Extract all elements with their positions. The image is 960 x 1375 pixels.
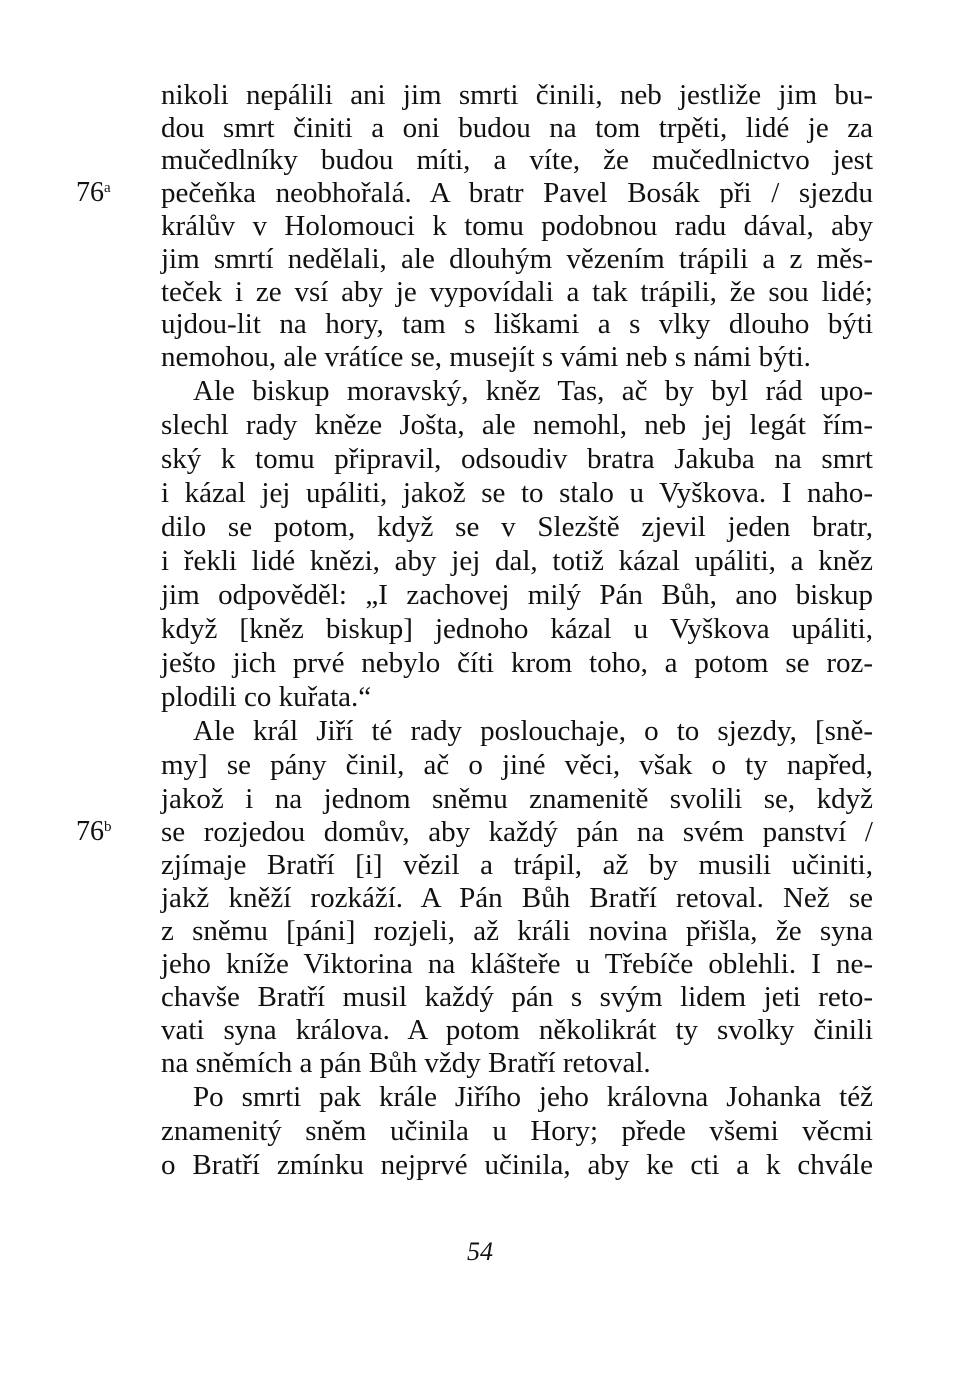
- text-line: se rozjedou domův, aby každý pán na svém panství /: [161, 816, 873, 848]
- text-line: my] se pány činil, ač o jiné věci, však o ty napřed,: [161, 749, 873, 781]
- text-line: jeho kníže Viktorina na klášteře u Třebíče oblehli. I ne-: [161, 948, 873, 980]
- margin-note-76b: 76$^b$: [76, 816, 112, 847]
- text-line: dilo se potom, když se v Slezště zjevil jeden bratr,: [161, 511, 873, 543]
- text-line: slechl rady kněze Jošta, ale nemohl, neb jej legát řím-: [161, 409, 873, 441]
- text-line: mučedlníky budou míti, a víte, že mučedlnictvo jest: [161, 144, 873, 176]
- text-line: znamenitý sněm učinila u Hory; přede všemi věcmi: [161, 1115, 873, 1147]
- text-line: králův v Holomouci k tomu podobnou radu dával, aby: [161, 210, 873, 242]
- text-line: i řekli lidé knězi, aby jej dal, totiž kázal upáliti, a kněz: [161, 545, 873, 577]
- text-line: na sněmích a pán Bůh vždy Bratří retoval.: [161, 1047, 651, 1079]
- text-line: jakož i na jednom sněmu znamenitě svolili se, když: [161, 783, 873, 815]
- text-line: jim odpověděl: „I zachovej milý Pán Bůh, ano biskup: [161, 579, 873, 611]
- text-line: o Bratří zmínku nejprvé učinila, aby ke cti a k chvále: [161, 1149, 873, 1181]
- paragraph-first-line: Ale král Jiří té rady poslouchaje, o to sjezdy, [sně-: [193, 715, 873, 747]
- text-line: ješto jich prvé nebylo číti krom toho, a potom se roz-: [161, 647, 873, 679]
- text-line: pečeňka neobhořalá. A bratr Pavel Bosák při / sjezdu: [161, 177, 873, 209]
- text-line: zjímaje Bratří [i] vězil a trápil, až by musili učiniti,: [161, 849, 873, 881]
- paragraph-first-line: Ale biskup moravský, kněz Tas, ač by byl rád upo-: [193, 375, 873, 407]
- text-line: plodili co kuřata.“: [161, 681, 372, 713]
- text-line: teček i ze vsí aby je vypovídali a tak trápili, že sou lidé;: [161, 276, 873, 308]
- text-line: když [kněz biskup] jednoho kázal u Vyškova upáliti,: [161, 613, 873, 645]
- text-line: dou smrt činiti a oni budou na tom trpěti, lidé je za: [161, 112, 873, 144]
- text-line: nemohou, ale vrátíce se, musejít s vámi neb s námi býti.: [161, 341, 811, 373]
- text-line: z sněmu [páni] rozjeli, až králi novina přišla, že syna: [161, 915, 873, 947]
- text-line: jim smrtí nedělali, ale dlouhým vězením trápili a z měs-: [161, 243, 873, 275]
- paragraph-first-line: Po smrti pak krále Jiřího jeho královna Johanka též: [193, 1081, 873, 1113]
- text-line: ujdou-lit na hory, tam s liškami a s vlky dlouho býti: [161, 308, 873, 340]
- text-line: jakž kněží rozkáží. A Pán Bůh Bratří retoval. Než se: [161, 882, 873, 914]
- text-line: ský k tomu připravil, odsoudiv bratra Jakuba na smrt: [161, 443, 873, 475]
- text-line: chavše Bratří musil každý pán s svým lidem jeti reto-: [161, 981, 873, 1013]
- text-line: i kázal jej upáliti, jakož se to stalo u Vyškova. I naho-: [161, 477, 873, 509]
- margin-note-76a: 76$^a$: [76, 177, 111, 208]
- page-number: 54: [467, 1237, 493, 1266]
- text-line: nikoli nepálili ani jim smrti činili, neb jestliže jim bu-: [161, 79, 873, 111]
- text-line: vati syna králova. A potom několikrát ty svolky činili: [161, 1014, 873, 1046]
